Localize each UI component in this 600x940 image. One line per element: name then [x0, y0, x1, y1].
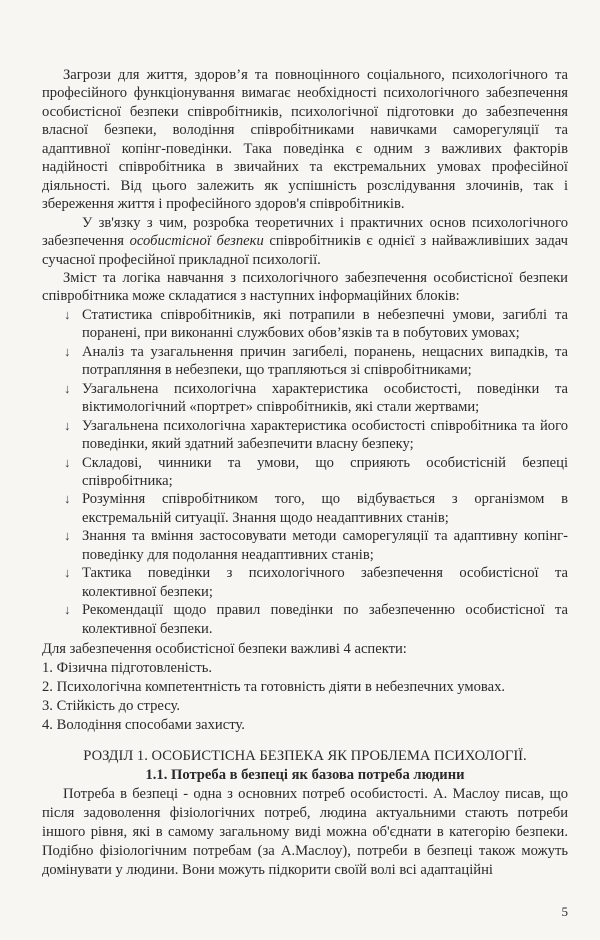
list-item — [42, 454, 568, 491]
arrow-bullet-icon: ↓ — [64, 306, 71, 322]
section-title: РОЗДІЛ 1. ОСОБИСТІСНА БЕЗПЕКА ЯК ПРОБЛЕМА ПСИХОЛОГІЇ. — [83, 747, 527, 764]
list-item — [42, 380, 568, 417]
text-line: Загрози для життя, здоров’я та повноцінного соціального, психологічного та — [63, 67, 568, 83]
text-line: Розуміння співробітником того, що відбувається з організмом в ↓ — [64, 491, 568, 508]
list-item — [42, 601, 568, 638]
text-line: колективної безпеки. — [82, 620, 213, 637]
text-line: власної безпеки, володіння співробітниками навичками саморегуляції та — [42, 122, 568, 139]
intro-text — [42, 66, 568, 638]
text-line: сучасної професійної прикладної психології. — [42, 251, 321, 268]
text-line: поведінку для подолання неадаптивних станів; — [82, 546, 374, 563]
aspects-and-section — [42, 640, 568, 880]
arrow-bullet-icon: ↓ — [64, 417, 71, 433]
aspects-list — [42, 659, 568, 735]
text-line: Узагальнена психологічна характеристика особистості співробітника та його ↓ — [64, 417, 568, 434]
text-line: екстремальній ситуації. Знання щодо неадаптивних станів; — [82, 509, 449, 526]
paragraph — [42, 214, 568, 269]
aspects-intro: Для забезпечення особистісної безпеки важливі 4 аспекти: — [42, 641, 407, 658]
arrow-bullet-icon: ↓ — [64, 454, 71, 470]
text-line: забезпечення особистісної безпеки співробітників є однієї з найважливіших задач — [42, 233, 569, 250]
text-line: надійності співробітника в звичайних та екстремальних умовах професійної — [42, 159, 568, 176]
document-page — [42, 0, 568, 940]
text-line: Знання та вміння застосовувати методи саморегуляції та адаптивну копінг- ↓ — [64, 528, 568, 545]
text-line: поведінки, який здатний забезпечити власну безпеку; — [82, 436, 414, 453]
text-line: Подібно фізіологічним потребам (за А.Маслоу), потреби в безпеці також можуть — [42, 842, 568, 859]
text-line: Рекомендації щодо правил поведінки по забезпеченню особистісної та ↓ — [64, 602, 568, 619]
text-line: особистісної безпеки співробітників, психологічної підготовки до забезпечення — [42, 103, 568, 120]
text-line: Статистика співробітників, які потрапили в небезпечні умови, загиблі та ↓ — [64, 306, 568, 323]
text-line: Аналіз та узагальнення причин загибелі, поранень, нещасних випадків, та ↓ — [64, 343, 568, 360]
text-line: адаптивної копінг-поведінки. Така поведінка є одним з важливих факторів — [42, 140, 568, 157]
arrow-bullet-icon: ↓ — [64, 602, 71, 618]
text-line: Тактика поведінки з психологічного забезпечення особистісної та ↓ — [64, 565, 568, 582]
list-item — [42, 343, 568, 380]
text-line: Потреба в безпеці - одна з основних потреб особистості. А. Маслоу писав, що — [63, 785, 568, 802]
text-line: домінувати у людини. Вони можуть підкорити своїй волі всі адаптаційні — [42, 862, 493, 879]
section-paragraph — [42, 785, 568, 880]
text-line: потрапляння в небезпеки, що трапляються зі співробітниками; — [82, 362, 472, 379]
text-line: збереження життя і професійного здоров'я співробітників. — [42, 196, 405, 213]
paragraph — [42, 66, 568, 214]
aspect-item: 2. Психологічна компетентність та готовність діяти в небезпечних умовах. — [42, 679, 506, 696]
aspect-item: 4. Володіння способами захисту. — [42, 717, 245, 734]
text-line: Узагальнена психологічна характеристика особистості, поведінки та ↓ — [64, 380, 568, 397]
text-line: колективної безпеки; — [82, 583, 213, 600]
text-line: професійного функціонування вимагає необхідності психологічного забезпечення — [42, 85, 568, 102]
text-line: співробітника може складатися з наступних інформаційних блоків: — [42, 288, 460, 305]
text-line: поранені, при виконанні службових обов’язків та в побутових умовах; — [82, 325, 520, 342]
text-line: Складові, чинники та умови, що сприяють особистісній безпеці ↓ — [64, 454, 568, 471]
text-line: діяльності. Від цього залежить як успішність розслідування злочинів, так і — [42, 177, 568, 194]
list-item — [42, 417, 568, 454]
info-blocks-list — [42, 306, 568, 638]
list-item — [42, 527, 568, 564]
arrow-bullet-icon: ↓ — [64, 565, 71, 581]
emphasis: особистісної безпеки — [129, 233, 264, 250]
list-item — [42, 564, 568, 601]
arrow-bullet-icon: ↓ — [64, 343, 71, 359]
text-line: У зв'язку з чим, розробка теоретичних і практичних основ психологічного — [82, 214, 568, 231]
page-number: 5 — [561, 904, 568, 920]
aspect-item: 3. Стійкість до стресу. — [42, 698, 180, 715]
arrow-bullet-icon: ↓ — [64, 528, 71, 544]
list-item — [42, 306, 568, 343]
text-line: іншого рівня, які в самому загальному виді можна об'єднати в категорію безпеки. — [42, 823, 568, 840]
arrow-bullet-icon: ↓ — [64, 380, 71, 396]
text-line: співробітника; — [82, 472, 173, 489]
paragraph — [42, 269, 568, 306]
text-line: віктимологічний «портрет» співробітників, які стали жертвами; — [82, 399, 480, 416]
aspect-item: 1. Фізична підготовленість. — [42, 660, 213, 677]
subsection-title: 1.1. Потреба в безпеці як базова потреба людини — [145, 766, 465, 783]
text-line: Зміст та логіка навчання з психологічного забезпечення особистісної безпеки — [63, 269, 568, 286]
arrow-bullet-icon: ↓ — [64, 491, 71, 507]
text-line: після задоволення фізіологічних потреб, людина актуальними стають потреби — [42, 804, 568, 821]
list-item — [42, 490, 568, 527]
